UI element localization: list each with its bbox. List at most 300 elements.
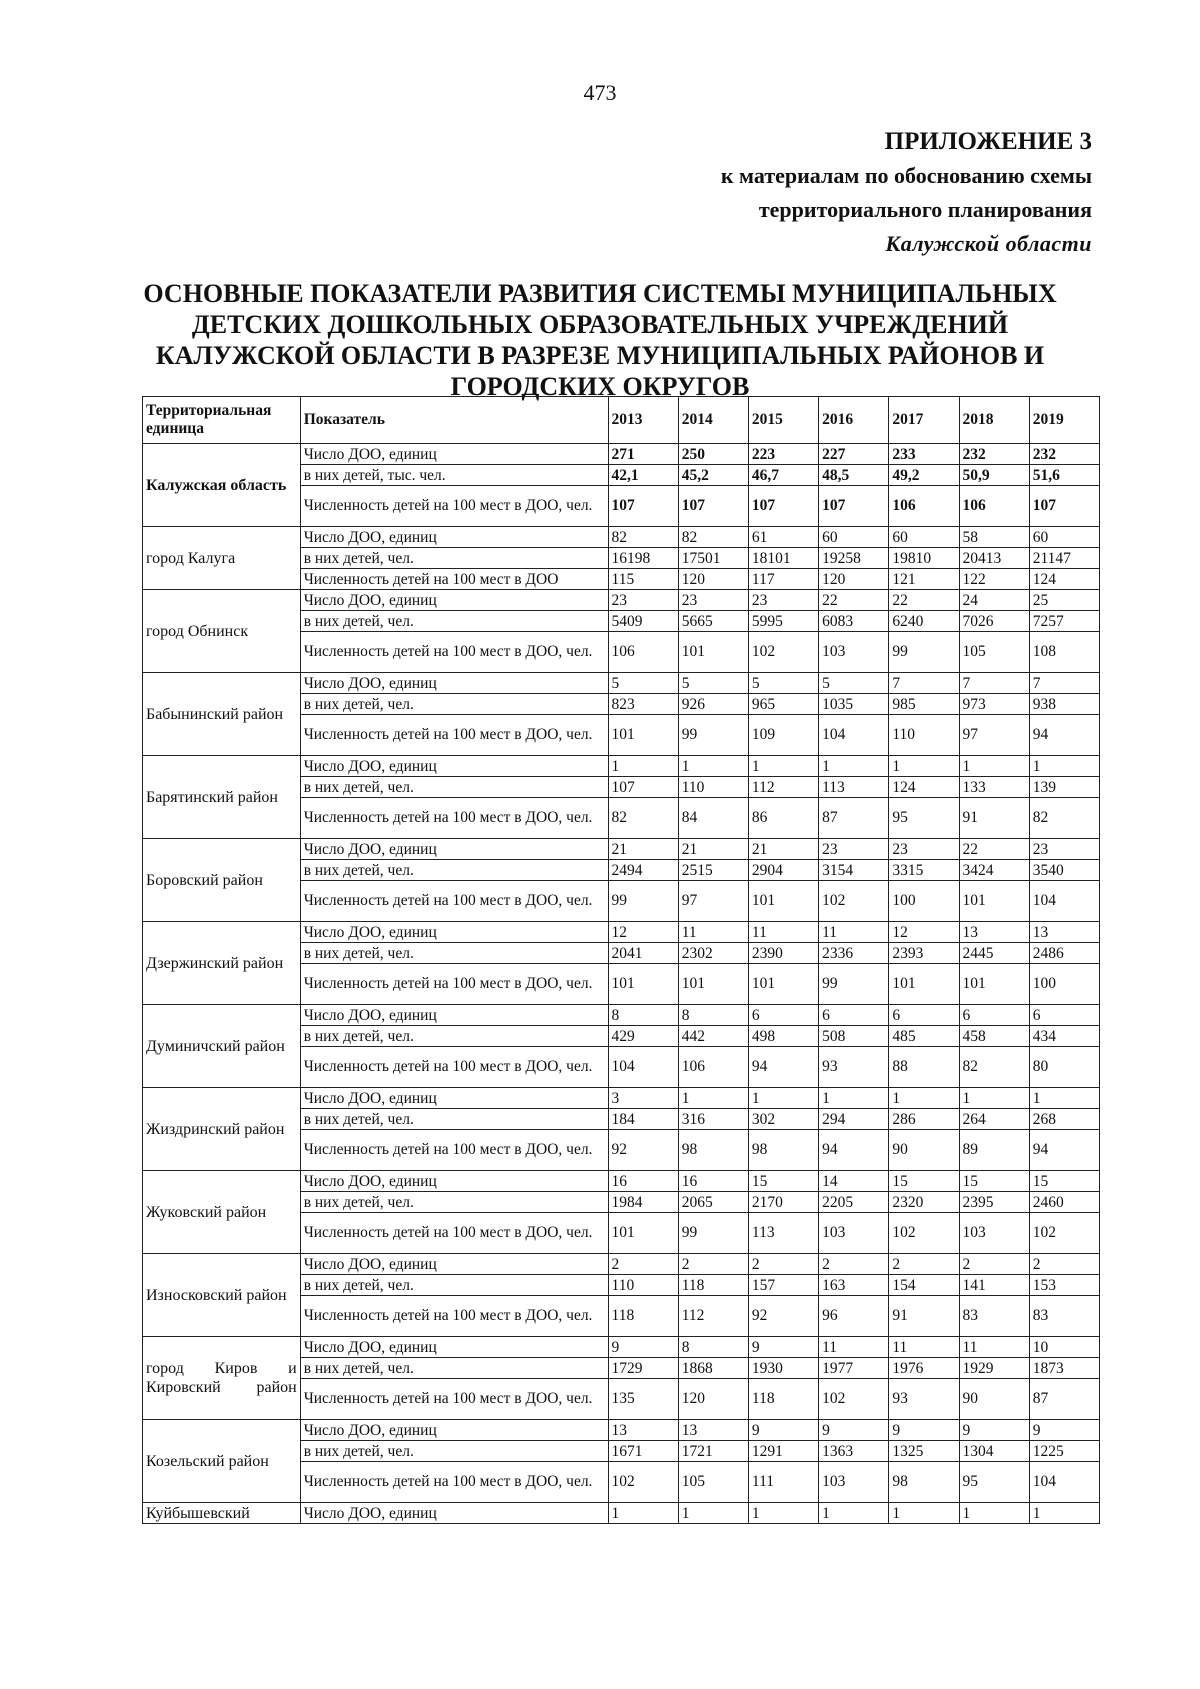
value-cell: 1873 <box>1029 1358 1099 1379</box>
value-cell: 94 <box>748 1047 818 1088</box>
value-cell: 87 <box>1029 1379 1099 1420</box>
value-cell: 7026 <box>959 611 1029 632</box>
value-cell: 98 <box>678 1130 748 1171</box>
value-cell: 83 <box>1029 1296 1099 1337</box>
value-cell: 101 <box>678 964 748 1005</box>
value-cell: 23 <box>889 839 959 860</box>
value-cell: 99 <box>889 632 959 673</box>
value-cell: 107 <box>1029 486 1099 527</box>
value-cell: 115 <box>608 569 678 590</box>
indicator-cell: Численность детей на 100 мест в ДОО, чел. <box>300 964 608 1005</box>
value-cell: 1868 <box>678 1358 748 1379</box>
header-year: 2018 <box>959 397 1029 444</box>
value-cell: 9 <box>1029 1420 1099 1441</box>
value-cell: 24 <box>959 590 1029 611</box>
value-cell: 3424 <box>959 860 1029 881</box>
value-cell: 1 <box>608 756 678 777</box>
value-cell: 1 <box>1029 1503 1099 1524</box>
territory-cell: Жиздринский район <box>143 1088 301 1171</box>
table-row <box>143 1337 1100 1358</box>
value-cell: 113 <box>819 777 889 798</box>
indicator-cell: в них детей, чел. <box>300 943 608 964</box>
value-cell: 9 <box>748 1337 818 1358</box>
value-cell: 49,2 <box>889 465 959 486</box>
table-row <box>143 590 1100 611</box>
value-cell: 60 <box>819 527 889 548</box>
value-cell: 104 <box>1029 881 1099 922</box>
value-cell: 3315 <box>889 860 959 881</box>
value-cell: 508 <box>819 1026 889 1047</box>
appendix-line-2: территориального планирования <box>758 197 1092 222</box>
value-cell: 102 <box>819 881 889 922</box>
value-cell: 3154 <box>819 860 889 881</box>
value-cell: 9 <box>748 1420 818 1441</box>
value-cell: 92 <box>748 1296 818 1337</box>
indicator-cell: Численность детей на 100 мест в ДОО, чел. <box>300 1296 608 1337</box>
indicator-cell: Численность детей на 100 мест в ДОО, чел. <box>300 798 608 839</box>
value-cell: 139 <box>1029 777 1099 798</box>
indicator-cell: Численность детей на 100 мест в ДОО, чел. <box>300 632 608 673</box>
indicator-cell: в них детей, тыс. чел. <box>300 465 608 486</box>
value-cell: 1 <box>748 756 818 777</box>
value-cell: 21147 <box>1029 548 1099 569</box>
value-cell: 86 <box>748 798 818 839</box>
value-cell: 498 <box>748 1026 818 1047</box>
value-cell: 316 <box>678 1109 748 1130</box>
territory-cell: город Калуга <box>143 527 301 590</box>
value-cell: 2041 <box>608 943 678 964</box>
value-cell: 1 <box>959 1088 1029 1109</box>
value-cell: 3 <box>608 1088 678 1109</box>
header-year: 2017 <box>889 397 959 444</box>
value-cell: 232 <box>1029 444 1099 465</box>
appendix-title: ПРИЛОЖЕНИЕ 3 <box>884 128 1092 155</box>
value-cell: 1 <box>819 1088 889 1109</box>
value-cell: 23 <box>608 590 678 611</box>
indicators-table <box>142 396 1100 1524</box>
value-cell: 2336 <box>819 943 889 964</box>
value-cell: 120 <box>819 569 889 590</box>
value-cell: 1325 <box>889 1441 959 1462</box>
value-cell: 83 <box>959 1296 1029 1337</box>
value-cell: 8 <box>608 1005 678 1026</box>
indicator-cell: Численность детей на 100 мест в ДОО, чел. <box>300 1462 608 1503</box>
value-cell: 6 <box>1029 1005 1099 1026</box>
value-cell: 1035 <box>819 694 889 715</box>
value-cell: 99 <box>678 715 748 756</box>
header-year: 2019 <box>1029 397 1099 444</box>
value-cell: 8 <box>678 1337 748 1358</box>
value-cell: 16 <box>678 1171 748 1192</box>
value-cell: 102 <box>748 632 818 673</box>
value-cell: 108 <box>1029 632 1099 673</box>
value-cell: 2 <box>819 1254 889 1275</box>
value-cell: 2393 <box>889 943 959 964</box>
value-cell: 1 <box>819 756 889 777</box>
value-cell: 93 <box>819 1047 889 1088</box>
value-cell: 429 <box>608 1026 678 1047</box>
page-number: 473 <box>583 80 617 105</box>
value-cell: 105 <box>959 632 1029 673</box>
value-cell: 95 <box>959 1462 1029 1503</box>
value-cell: 7 <box>889 673 959 694</box>
territory-cell: город Киров и Кировский район <box>143 1337 301 1420</box>
value-cell: 90 <box>889 1130 959 1171</box>
indicator-cell: в них детей, чел. <box>300 1275 608 1296</box>
value-cell: 13 <box>1029 922 1099 943</box>
value-cell: 264 <box>959 1109 1029 1130</box>
value-cell: 103 <box>959 1213 1029 1254</box>
value-cell: 102 <box>608 1462 678 1503</box>
value-cell: 2 <box>1029 1254 1099 1275</box>
value-cell: 23 <box>1029 839 1099 860</box>
territory-cell: город Обнинск <box>143 590 301 673</box>
value-cell: 6 <box>748 1005 818 1026</box>
value-cell: 184 <box>608 1109 678 1130</box>
value-cell: 58 <box>959 527 1029 548</box>
value-cell: 111 <box>748 1462 818 1503</box>
value-cell: 90 <box>959 1379 1029 1420</box>
value-cell: 163 <box>819 1275 889 1296</box>
territory-cell: Жуковский район <box>143 1171 301 1254</box>
value-cell: 926 <box>678 694 748 715</box>
indicator-cell: Численность детей на 100 мест в ДОО, чел. <box>300 881 608 922</box>
value-cell: 135 <box>608 1379 678 1420</box>
value-cell: 11 <box>678 922 748 943</box>
value-cell: 2170 <box>748 1192 818 1213</box>
header-territory: Территориальная единица <box>143 397 301 444</box>
table-row <box>143 839 1100 860</box>
value-cell: 227 <box>819 444 889 465</box>
value-cell: 5995 <box>748 611 818 632</box>
value-cell: 153 <box>1029 1275 1099 1296</box>
value-cell: 15 <box>748 1171 818 1192</box>
value-cell: 118 <box>748 1379 818 1420</box>
value-cell: 101 <box>959 964 1029 1005</box>
header-year: 2016 <box>819 397 889 444</box>
value-cell: 2 <box>889 1254 959 1275</box>
table-row <box>143 922 1100 943</box>
table-row <box>143 756 1100 777</box>
value-cell: 434 <box>1029 1026 1099 1047</box>
value-cell: 99 <box>819 964 889 1005</box>
value-cell: 2 <box>608 1254 678 1275</box>
value-cell: 5 <box>678 673 748 694</box>
value-cell: 94 <box>1029 715 1099 756</box>
value-cell: 2302 <box>678 943 748 964</box>
value-cell: 5 <box>608 673 678 694</box>
value-cell: 2065 <box>678 1192 748 1213</box>
territory-cell: Думиничский район <box>143 1005 301 1088</box>
value-cell: 50,9 <box>959 465 1029 486</box>
value-cell: 1929 <box>959 1358 1029 1379</box>
value-cell: 112 <box>678 1296 748 1337</box>
value-cell: 11 <box>748 922 818 943</box>
value-cell: 2445 <box>959 943 1029 964</box>
value-cell: 94 <box>819 1130 889 1171</box>
value-cell: 103 <box>819 1462 889 1503</box>
value-cell: 6240 <box>889 611 959 632</box>
value-cell: 124 <box>889 777 959 798</box>
value-cell: 973 <box>959 694 1029 715</box>
value-cell: 2 <box>959 1254 1029 1275</box>
territory-cell: Куйбышевский <box>143 1503 301 1524</box>
value-cell: 1 <box>889 756 959 777</box>
territory-cell: Бабынинский район <box>143 673 301 756</box>
value-cell: 1984 <box>608 1192 678 1213</box>
value-cell: 8 <box>678 1005 748 1026</box>
value-cell: 104 <box>1029 1462 1099 1503</box>
value-cell: 141 <box>959 1275 1029 1296</box>
value-cell: 1 <box>678 756 748 777</box>
indicator-cell: Численность детей на 100 мест в ДОО, чел. <box>300 1213 608 1254</box>
indicator-cell: в них детей, чел. <box>300 694 608 715</box>
value-cell: 11 <box>819 922 889 943</box>
value-cell: 124 <box>1029 569 1099 590</box>
value-cell: 1 <box>959 1503 1029 1524</box>
value-cell: 112 <box>748 777 818 798</box>
value-cell: 14 <box>819 1171 889 1192</box>
value-cell: 1 <box>889 1088 959 1109</box>
value-cell: 109 <box>748 715 818 756</box>
indicator-cell: Число ДОО, единиц <box>300 1503 608 1524</box>
indicator-cell: в них детей, чел. <box>300 611 608 632</box>
value-cell: 13 <box>608 1420 678 1441</box>
value-cell: 938 <box>1029 694 1099 715</box>
value-cell: 92 <box>608 1130 678 1171</box>
indicator-cell: Число ДОО, единиц <box>300 1005 608 1026</box>
value-cell: 23 <box>819 839 889 860</box>
value-cell: 5665 <box>678 611 748 632</box>
indicator-cell: Число ДОО, единиц <box>300 444 608 465</box>
value-cell: 11 <box>959 1337 1029 1358</box>
value-cell: 17501 <box>678 548 748 569</box>
value-cell: 485 <box>889 1026 959 1047</box>
value-cell: 10 <box>1029 1337 1099 1358</box>
value-cell: 294 <box>819 1109 889 1130</box>
territory-cell: Барятинский район <box>143 756 301 839</box>
table-header-row <box>143 397 1100 444</box>
table-row <box>143 527 1100 548</box>
value-cell: 89 <box>959 1130 1029 1171</box>
value-cell: 1 <box>1029 756 1099 777</box>
value-cell: 965 <box>748 694 818 715</box>
value-cell: 60 <box>889 527 959 548</box>
value-cell: 13 <box>678 1420 748 1441</box>
value-cell: 1930 <box>748 1358 818 1379</box>
header-year: 2013 <box>608 397 678 444</box>
value-cell: 102 <box>819 1379 889 1420</box>
value-cell: 97 <box>959 715 1029 756</box>
value-cell: 22 <box>889 590 959 611</box>
value-cell: 19258 <box>819 548 889 569</box>
value-cell: 117 <box>748 569 818 590</box>
value-cell: 250 <box>678 444 748 465</box>
value-cell: 1 <box>819 1503 889 1524</box>
value-cell: 1977 <box>819 1358 889 1379</box>
value-cell: 107 <box>819 486 889 527</box>
value-cell: 1 <box>889 1503 959 1524</box>
value-cell: 18101 <box>748 548 818 569</box>
value-cell: 6083 <box>819 611 889 632</box>
value-cell: 5409 <box>608 611 678 632</box>
value-cell: 5 <box>748 673 818 694</box>
value-cell: 157 <box>748 1275 818 1296</box>
table-row <box>143 1420 1100 1441</box>
value-cell: 223 <box>748 444 818 465</box>
value-cell: 15 <box>1029 1171 1099 1192</box>
value-cell: 2460 <box>1029 1192 1099 1213</box>
value-cell: 1 <box>678 1503 748 1524</box>
value-cell: 2515 <box>678 860 748 881</box>
value-cell: 106 <box>608 632 678 673</box>
value-cell: 21 <box>678 839 748 860</box>
value-cell: 100 <box>1029 964 1099 1005</box>
value-cell: 98 <box>889 1462 959 1503</box>
value-cell: 101 <box>678 632 748 673</box>
value-cell: 7257 <box>1029 611 1099 632</box>
value-cell: 7 <box>959 673 1029 694</box>
value-cell: 22 <box>819 590 889 611</box>
value-cell: 985 <box>889 694 959 715</box>
value-cell: 6 <box>819 1005 889 1026</box>
value-cell: 1721 <box>678 1441 748 1462</box>
value-cell: 104 <box>608 1047 678 1088</box>
indicator-cell: Число ДОО, единиц <box>300 1420 608 1441</box>
value-cell: 23 <box>748 590 818 611</box>
value-cell: 93 <box>889 1379 959 1420</box>
value-cell: 51,6 <box>1029 465 1099 486</box>
value-cell: 232 <box>959 444 1029 465</box>
value-cell: 233 <box>889 444 959 465</box>
appendix-line-3: Калужской области <box>885 231 1092 256</box>
value-cell: 120 <box>678 569 748 590</box>
table-row <box>143 673 1100 694</box>
indicator-cell: Число ДОО, единиц <box>300 1254 608 1275</box>
value-cell: 102 <box>889 1213 959 1254</box>
value-cell: 1 <box>1029 1088 1099 1109</box>
value-cell: 2320 <box>889 1192 959 1213</box>
value-cell: 88 <box>889 1047 959 1088</box>
value-cell: 82 <box>608 798 678 839</box>
value-cell: 101 <box>959 881 1029 922</box>
value-cell: 91 <box>959 798 1029 839</box>
indicator-cell: Число ДОО, единиц <box>300 1171 608 1192</box>
value-cell: 120 <box>678 1379 748 1420</box>
value-cell: 13 <box>959 922 1029 943</box>
document-title: ОСНОВНЫЕ ПОКАЗАТЕЛИ РАЗВИТИЯ СИСТЕМЫ МУНИЦИПАЛЬНЫХ ДЕТСКИХ ДОШКОЛЬНЫХ ОБРАЗОВАТЕЛЬНЫХ УЧРЕЖДЕНИЙ КАЛУЖСКОЙ ОБЛАСТИ В РАЗРЕЗЕ МУНИЦИПАЛЬНЫХ РАЙОНОВ И ГОРОДСКИХ ОКРУГОВ <box>143 279 1057 401</box>
value-cell: 106 <box>959 486 1029 527</box>
value-cell: 1671 <box>608 1441 678 1462</box>
value-cell: 2395 <box>959 1192 1029 1213</box>
value-cell: 82 <box>1029 798 1099 839</box>
value-cell: 42,1 <box>608 465 678 486</box>
table-body <box>143 444 1100 1524</box>
value-cell: 271 <box>608 444 678 465</box>
indicator-cell: Число ДОО, единиц <box>300 673 608 694</box>
indicator-cell: в них детей, чел. <box>300 777 608 798</box>
value-cell: 5 <box>819 673 889 694</box>
territory-cell: Боровский район <box>143 839 301 922</box>
value-cell: 6 <box>889 1005 959 1026</box>
value-cell: 442 <box>678 1026 748 1047</box>
value-cell: 103 <box>819 1213 889 1254</box>
table-row <box>143 1005 1100 1026</box>
appendix-heading <box>721 125 1092 261</box>
table-row <box>143 1088 1100 1109</box>
value-cell: 104 <box>819 715 889 756</box>
value-cell: 98 <box>748 1130 818 1171</box>
value-cell: 100 <box>889 881 959 922</box>
value-cell: 103 <box>819 632 889 673</box>
value-cell: 20413 <box>959 548 1029 569</box>
value-cell: 133 <box>959 777 1029 798</box>
indicator-cell: Численность детей на 100 мест в ДОО, чел. <box>300 1379 608 1420</box>
value-cell: 110 <box>678 777 748 798</box>
value-cell: 22 <box>959 839 1029 860</box>
value-cell: 21 <box>608 839 678 860</box>
indicator-cell: в них детей, чел. <box>300 1109 608 1130</box>
value-cell: 268 <box>1029 1109 1099 1130</box>
value-cell: 11 <box>889 1337 959 1358</box>
territory-cell: Износковский район <box>143 1254 301 1337</box>
territory-cell: Калужская область <box>143 444 301 527</box>
value-cell: 2390 <box>748 943 818 964</box>
value-cell: 9 <box>959 1420 1029 1441</box>
header-indicator: Показатель <box>300 397 608 444</box>
value-cell: 106 <box>889 486 959 527</box>
value-cell: 1291 <box>748 1441 818 1462</box>
value-cell: 11 <box>819 1337 889 1358</box>
value-cell: 82 <box>959 1047 1029 1088</box>
value-cell: 1729 <box>608 1358 678 1379</box>
value-cell: 2486 <box>1029 943 1099 964</box>
value-cell: 3540 <box>1029 860 1099 881</box>
value-cell: 302 <box>748 1109 818 1130</box>
indicator-cell: Число ДОО, единиц <box>300 756 608 777</box>
indicator-cell: Численность детей на 100 мест в ДОО, чел. <box>300 1130 608 1171</box>
value-cell: 7 <box>1029 673 1099 694</box>
value-cell: 121 <box>889 569 959 590</box>
table-row <box>143 444 1100 465</box>
indicator-cell: в них детей, чел. <box>300 860 608 881</box>
value-cell: 15 <box>959 1171 1029 1192</box>
indicator-cell: Численность детей на 100 мест в ДОО, чел. <box>300 1047 608 1088</box>
value-cell: 94 <box>1029 1130 1099 1171</box>
table-row <box>143 1503 1100 1524</box>
table-row <box>143 1254 1100 1275</box>
value-cell: 84 <box>678 798 748 839</box>
indicator-cell: в них детей, чел. <box>300 1358 608 1379</box>
value-cell: 110 <box>608 1275 678 1296</box>
value-cell: 101 <box>608 964 678 1005</box>
indicator-cell: Численность детей на 100 мест в ДОО, чел. <box>300 715 608 756</box>
value-cell: 99 <box>678 1213 748 1254</box>
indicator-cell: Численность детей на 100 мест в ДОО <box>300 569 608 590</box>
value-cell: 107 <box>608 777 678 798</box>
value-cell: 9 <box>889 1420 959 1441</box>
value-cell: 12 <box>608 922 678 943</box>
value-cell: 101 <box>608 715 678 756</box>
value-cell: 101 <box>889 964 959 1005</box>
value-cell: 110 <box>889 715 959 756</box>
value-cell: 96 <box>819 1296 889 1337</box>
value-cell: 82 <box>608 527 678 548</box>
value-cell: 118 <box>608 1296 678 1337</box>
value-cell: 286 <box>889 1109 959 1130</box>
value-cell: 91 <box>889 1296 959 1337</box>
value-cell: 107 <box>678 486 748 527</box>
